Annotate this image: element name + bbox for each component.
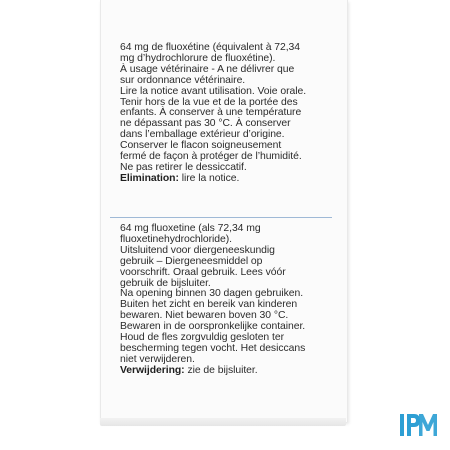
dutch-line: fluoxetinehydrochloride). [120,233,232,245]
dutch-line: niet verwijderen. [120,353,195,365]
dutch-line: gebruik de bijsluiter. [120,277,211,289]
dutch-line: bewaren. Niet bewaren boven 30 °C. [120,310,289,322]
dutch-line: 64 mg fluoxetine (als 72,34 mg [120,223,261,234]
logo-letter-i [400,414,404,436]
french-line: enfants. À conserver à une température [120,107,302,119]
french-line: Ne pas retirer le dessiccatif. [120,161,247,173]
french-line: À usage vétérinaire - A ne délivrer que [120,63,295,75]
logo-letter-p [407,414,420,436]
removal-label: Verwijdering: [120,364,185,376]
french-line: Conserver le flacon soigneusement [120,140,282,152]
elimination-text: lire la notice. [178,172,240,184]
french-line: 64 mg de fluoxétine (équivalent à 72,34 [120,42,301,53]
dutch-line: Uitsluitend voor diergeneeskundig [120,244,275,256]
french-line: sur ordonnance vétérinaire. [120,74,246,86]
french-line: fermé de façon à protéger de l’humidité. [120,151,302,163]
french-line: dans l’emballage extérieur d’origine. [120,129,285,141]
dutch-line: gebruik – Diergeneesmiddel op [120,255,263,267]
dutch-line: Buiten het zicht en bereik van kinderen [120,299,298,311]
dutch-line: voorschrift. Oraal gebruik. Lees vóór [120,266,286,278]
french-line: mg d’hydrochlorure de fluoxétine). [120,52,276,64]
section-divider [110,217,332,218]
french-line: Tenir hors de la vue et de la portée des [120,96,298,108]
dutch-text-block [120,224,342,377]
french-elimination [120,174,342,185]
removal-text: zie de bijsluiter. [184,364,258,376]
dutch-line: bescherming tegen vocht. Het desiccans [120,342,306,354]
dutch-line: Houd de fles zorgvuldig gesloten ter [120,332,284,344]
dutch-removal [120,366,342,377]
logo-letter-m [419,414,437,436]
french-line: Lire la notice avant utilisation. Voie orale. [120,85,307,97]
ipm-logo-icon [398,410,438,440]
dutch-line: Na opening binnen 30 dagen gebruiken. [120,288,304,300]
french-line: ne dépassant pas 30 °C. À conserver [120,118,291,130]
elimination-label: Elimination: [120,172,179,184]
french-text-block [120,43,342,185]
box-bottom-edge [100,418,346,426]
dutch-line: Bewaren in de oorspronkelijke container. [120,321,306,333]
